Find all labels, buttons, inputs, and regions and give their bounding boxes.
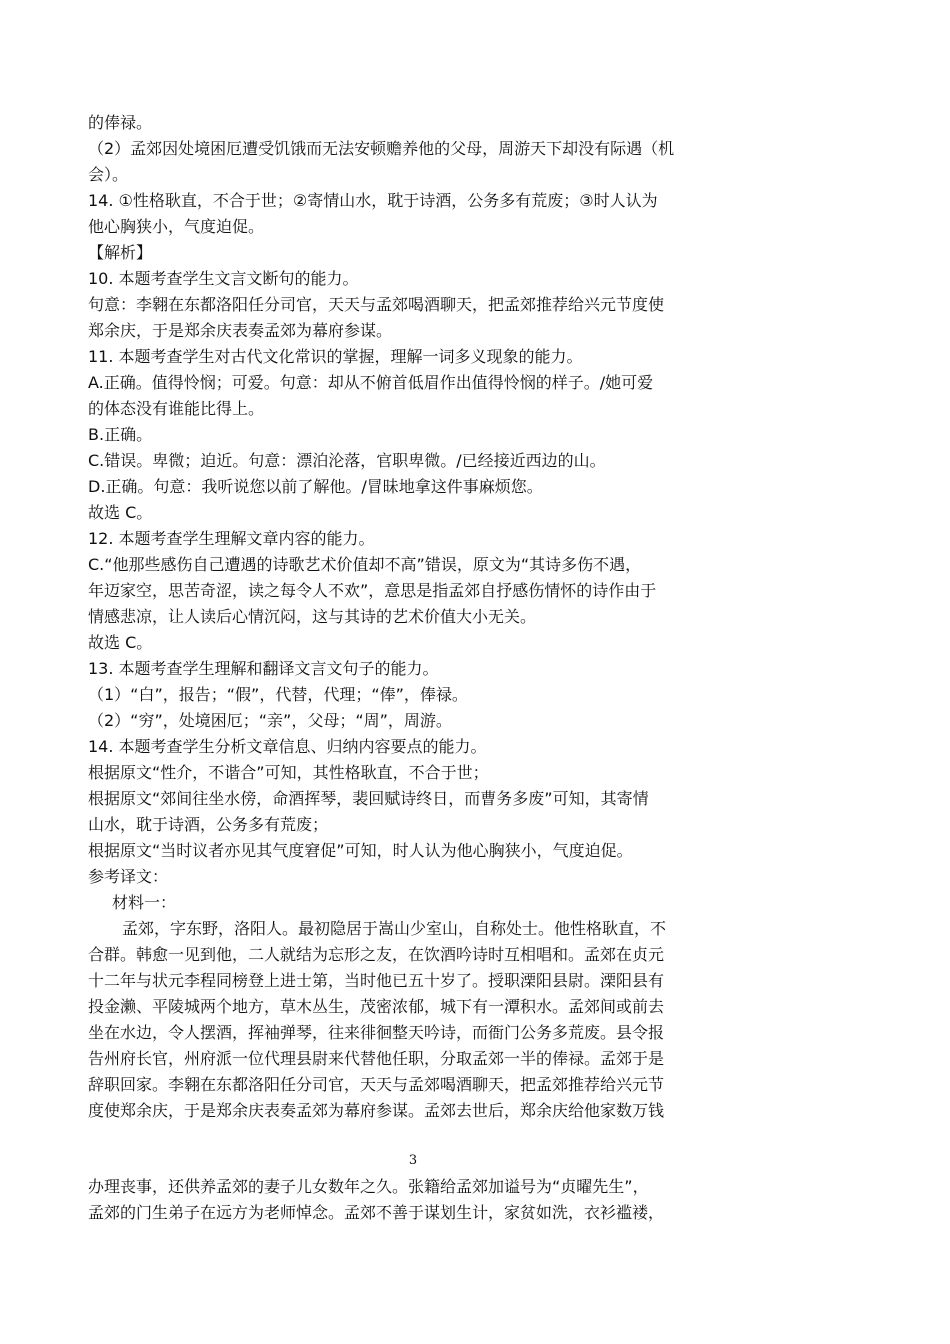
text-line: 年迈家空，思苦奇涩，读之每令人不欢”，意思是指孟郊自抒感伤情怀的诗作由于 <box>88 581 657 600</box>
text-line: 10. 本题考查学生文言文断句的能力。 <box>88 269 359 288</box>
text-line: 的体态没有谁能比得上。 <box>88 399 265 418</box>
text-line: 坐在水边，令人摆酒，挥袖弹琴，往来徘徊整天吟诗，而衙门公务多荒废。县令报 <box>88 1023 665 1042</box>
text-line: 山水，耽于诗酒，公务多有荒废； <box>88 815 329 834</box>
text-line: 辞职回家。李翱在东都洛阳任分司官，天天与孟郊喝酒聊天，把孟郊推荐给兴元节 <box>88 1075 665 1094</box>
page-number: 3 <box>408 1153 418 1168</box>
text-line: 合群。韩愈一见到他，二人就结为忘形之友，在饮酒吟诗时互相唱和。孟郊在贞元 <box>88 945 665 964</box>
text-line: 孟郊，字东野，洛阳人。最初隐居于嵩山少室山，自称处士。他性格耿直，不 <box>122 919 667 938</box>
text-line: 他心胸狭小，气度迫促。 <box>88 217 265 236</box>
text-line: D.正确。句意：我听说您以前了解他。/冒昧地拿这件事麻烦您。 <box>88 477 543 496</box>
page-footer <box>88 1152 738 1226</box>
text-line: 故选 C。 <box>88 503 153 522</box>
text-line: 情感悲凉，让人读后心情沉闷，这与其诗的艺术价值大小无关。 <box>88 607 537 626</box>
text-line: 故选 C。 <box>88 633 153 652</box>
text-line: 11. 本题考查学生对古代文化常识的掌握，理解一词多义现象的能力。 <box>88 347 583 366</box>
text-line: 的俸禄。 <box>88 113 153 132</box>
text-line: 郑余庆，于是郑余庆表奏孟郊为幕府参谋。 <box>88 321 393 340</box>
document-body <box>88 110 738 1124</box>
text-line: 会）。 <box>88 165 129 184</box>
text-line: 14. 本题考查学生分析文章信息、归纳内容要点的能力。 <box>88 737 487 756</box>
text-line: 根据原文“当时议者亦见其气度窘促”可知，时人认为他心胸狭小，气度迫促。 <box>88 841 633 860</box>
text-line: B.正确。 <box>88 425 153 444</box>
text-line: （2）孟郊因处境困厄遭受饥饿而无法安顿赡养他的父母，周游天下却没有际遇（机 <box>88 139 675 158</box>
text-line: 十二年与状元李程同榜登上进士第，当时他已五十岁了。授职溧阳县尉。溧阳县有 <box>88 971 665 990</box>
text-line: 度使郑余庆，于是郑余庆表奏孟郊为幕府参谋。孟郊去世后，郑余庆给他家数万钱 <box>88 1101 665 1120</box>
text-line: （2）“穷”，处境困厄；“亲”，父母；“周”，周游。 <box>88 711 452 730</box>
text-line: 材料一： <box>112 893 177 912</box>
text-line: 投金濑、平陵城两个地方，草木丛生，茂密浓郁，城下有一潭积水。孟郊间或前去 <box>88 997 665 1016</box>
text-line: 告州府长官，州府派一位代理县尉来代替他任职，分取孟郊一半的俸禄。孟郊于是 <box>88 1049 665 1068</box>
text-line: A.正确。值得怜悯；可爱。句意：却从不俯首低眉作出值得怜悯的样子。/她可爱 <box>88 373 654 392</box>
text-line: 参考译文： <box>88 867 169 886</box>
text-line: 句意：李翱在东都洛阳任分司官，天天与孟郊喝酒聊天，把孟郊推荐给兴元节度使 <box>88 295 665 314</box>
text-line: 孟郊的门生弟子在远方为老师悼念。孟郊不善于谋划生计，家贫如洗，衣衫褴褛， <box>88 1203 665 1222</box>
text-line: 13. 本题考查学生理解和翻译文言文句子的能力。 <box>88 659 439 678</box>
text-line: 根据原文“性介，不谐合”可知，其性格耿直，不合于世； <box>88 763 489 782</box>
text-line: 12. 本题考查学生理解文章内容的能力。 <box>88 529 375 548</box>
text-line: C.错误。卑微；迫近。句意：漂泊沦落，官职卑微。/已经接近西边的山。 <box>88 451 606 470</box>
text-line: 办理丧事，还供养孟郊的妻子儿女数年之久。张籍给孟郊加谥号为“贞曜先生”， <box>88 1177 649 1196</box>
section-heading: 【解析】 <box>88 243 153 262</box>
text-line: 根据原文“郊间往坐水傍，命酒挥琴，裴回赋诗终日，而曹务多废”可知，其寄情 <box>88 789 649 808</box>
text-line: 14. ①性格耿直，不合于世；②寄情山水，耽于诗酒，公务多有荒废；③时人认为 <box>88 191 658 210</box>
text-line: （1）“白”，报告；“假”，代替，代理；“俸”，俸禄。 <box>88 685 468 704</box>
text-line: C.“他那些感伤自己遭遇的诗歌艺术价值却不高”错误，原文为“其诗多伤不遇， <box>88 555 642 574</box>
